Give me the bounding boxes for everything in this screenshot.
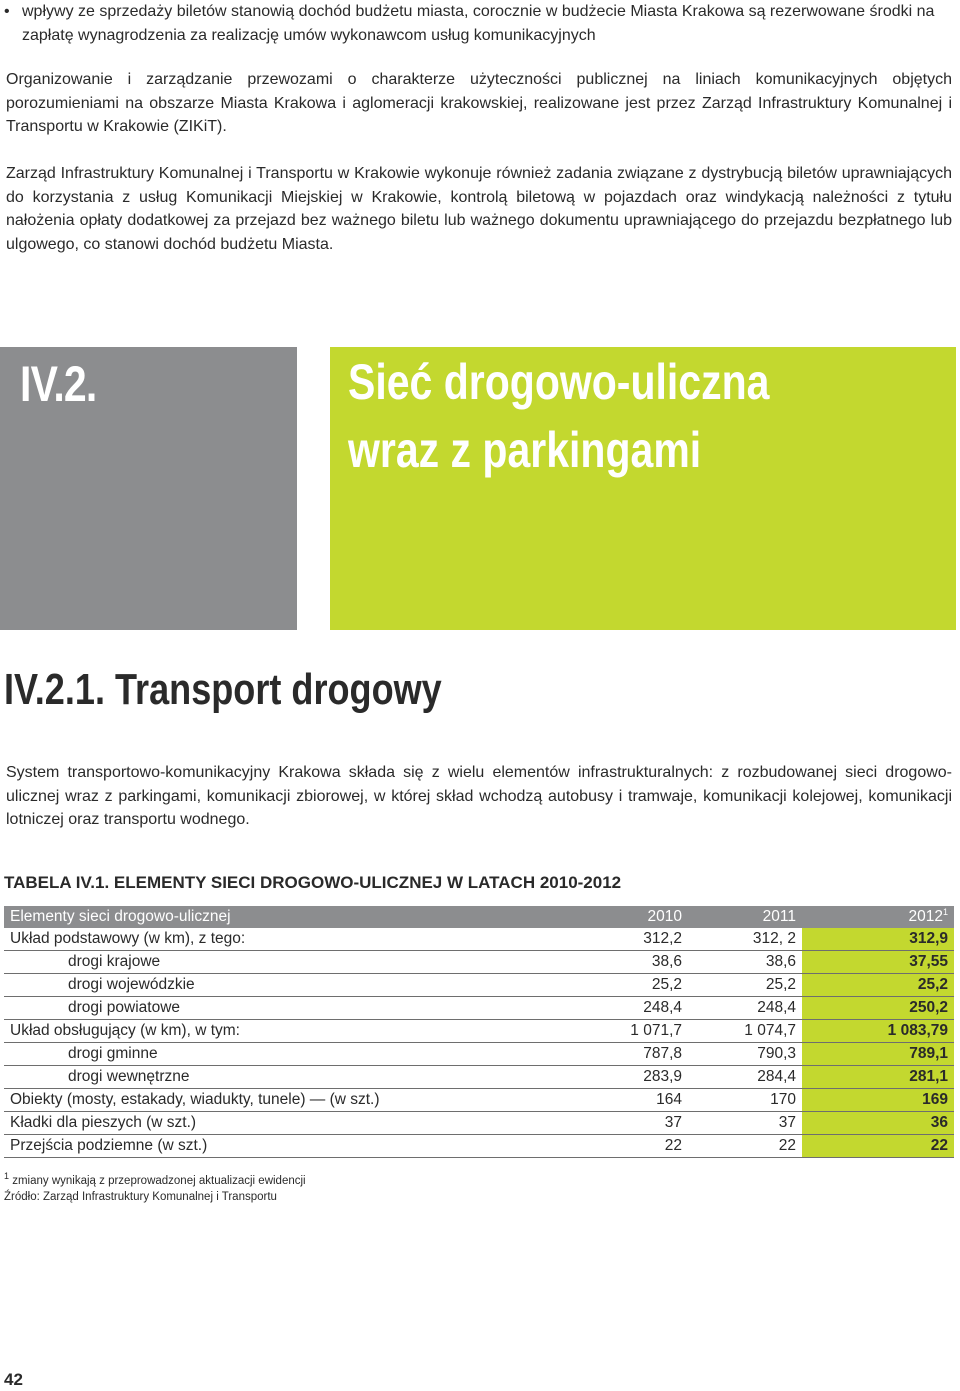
cell-2010: 38,6	[574, 951, 688, 974]
header-year-2012: 2012$^1$	[802, 906, 954, 928]
table-row	[4, 1043, 954, 1066]
cell-2011: 790,3	[688, 1043, 802, 1066]
cell-2010: 787,8	[574, 1043, 688, 1066]
cell-2012: 250,2	[802, 997, 954, 1020]
road-network-table	[4, 906, 954, 1158]
row-label: Układ podstawowy (w km), z tego:	[4, 928, 574, 951]
cell-2011: 22	[688, 1135, 802, 1158]
bullet-icon: •	[4, 3, 10, 20]
cell-2012: 281,1	[802, 1066, 954, 1089]
section-number-box	[0, 347, 297, 630]
cell-2012: 1 083,79	[802, 1020, 954, 1043]
cell-2010: 164	[574, 1089, 688, 1112]
cell-2011: 37	[688, 1112, 802, 1135]
table-caption: TABELA IV.1. ELEMENTY SIECI DROGOWO-ULICZNEJ W LATACH 2010-2012	[4, 873, 622, 892]
cell-2012: 36	[802, 1112, 954, 1135]
table-header-row	[4, 906, 954, 928]
section-title-line-1: Sieć drogowo-uliczna	[348, 354, 770, 410]
cell-2010: 22	[574, 1135, 688, 1158]
footnote-marker: 1	[4, 1171, 10, 1182]
cell-2010: 312,2	[574, 928, 688, 951]
cell-2011: 284,4	[688, 1066, 802, 1089]
header-label: Elementy sieci drogowo-ulicznej	[4, 906, 574, 928]
cell-2012: 169	[802, 1089, 954, 1112]
cell-2011: 25,2	[688, 974, 802, 997]
bullet-item	[4, 0, 954, 47]
footnote-text: zmiany wynikają z przeprowadzonej aktualizacji ewidencji	[9, 1175, 306, 1187]
page-number: 42	[4, 1370, 23, 1389]
row-label: Przejścia podziemne (w szt.)	[4, 1135, 574, 1158]
cell-2010: 1 071,7	[574, 1020, 688, 1043]
section-title-line-2: wraz z parkingami	[348, 422, 702, 478]
section-title-box	[330, 347, 956, 630]
table-footnote	[4, 1171, 306, 1187]
row-label: drogi wewnętrzne	[4, 1066, 574, 1089]
table-row	[4, 974, 954, 997]
cell-2012: 789,1	[802, 1043, 954, 1066]
cell-2012: 22	[802, 1135, 954, 1158]
intro-paragraph-2: Zarząd Infrastruktury Komunalnej i Transportu w Krakowie wykonuje również zadania związane z dystrybucją biletów uprawniających do korzystania z usług Komunikacji Miejskiej w Krakowie, kontrolą biletową w pojazdach oraz windykacją należności z tytułu nałożenia opłaty dodatkowej za przejazd bez ważnego biletu lub ważnego dokumentu uprawniającego do przejazdu bezpłatnego lub ulgowego, co stanowi dochód budżetu Miasta.	[6, 165, 952, 253]
cell-2011: 248,4	[688, 997, 802, 1020]
table-row	[4, 1135, 954, 1158]
table-row	[4, 1089, 954, 1112]
cell-2011: 170	[688, 1089, 802, 1112]
subsection-title: IV.2.1. Transport drogowy	[4, 665, 442, 714]
cell-2010: 248,4	[574, 997, 688, 1020]
row-label: Układ obsługujący (w km), w tym:	[4, 1020, 574, 1043]
subsection-paragraph: System transportowo-komunikacyjny Krakowa składa się z wielu elementów infrastrukturalnych: z rozbudowanej sieci drogowo-ulicznej wraz z parkingami, komunikacji zbiorowej, w której skład wchodzą autobusy i tramwaje, komunikacji kolejowej, komunikacji lotniczej oraz transportu wodnego.	[6, 764, 952, 828]
row-label: drogi krajowe	[4, 951, 574, 974]
row-label: Kładki dla pieszych (w szt.)	[4, 1112, 574, 1135]
cell-2010: 25,2	[574, 974, 688, 997]
cell-2010: 37	[574, 1112, 688, 1135]
header-year-2011: 2011	[688, 906, 802, 928]
section-number: IV.2.	[20, 356, 97, 412]
cell-2012: 37,55	[802, 951, 954, 974]
cell-2010: 283,9	[574, 1066, 688, 1089]
cell-2012: 312,9	[802, 928, 954, 951]
table-row	[4, 1020, 954, 1043]
cell-2011: 312, 2	[688, 928, 802, 951]
row-label: drogi powiatowe	[4, 997, 574, 1020]
header-footnote-marker: 1	[942, 906, 948, 917]
cell-2011: 1 074,7	[688, 1020, 802, 1043]
table-source: Źródło: Zarząd Infrastruktury Komunalnej i Transportu	[4, 1191, 277, 1203]
bullet-text: wpływy ze sprzedaży biletów stanowią dochód budżetu miasta, corocznie w budżecie Miasta Krakowa są rezerwowane środki na zapłatę wynagrodzenia za realizację umów wykonawcom usług komunikacyjnych	[22, 3, 935, 44]
row-label: Obiekty (mosty, estakady, wiadukty, tunele) — (w szt.)	[4, 1089, 574, 1112]
cell-2011: 38,6	[688, 951, 802, 974]
table-row	[4, 1112, 954, 1135]
header-year-2010: 2010	[574, 906, 688, 928]
cell-2012: 25,2	[802, 974, 954, 997]
row-label: drogi gminne	[4, 1043, 574, 1066]
row-label: drogi wojewódzkie	[4, 974, 574, 997]
table-row	[4, 951, 954, 974]
table-row	[4, 928, 954, 951]
table-row	[4, 1066, 954, 1089]
intro-paragraph-1: Organizowanie i zarządzanie przewozami o charakterze użyteczności publicznej na liniach komunikacyjnych objętych porozumieniami na obszarze Miasta Krakowa i aglomeracji krakowskiej, realizowane jest przez Zarząd Infrastruktury Komunalnej i Transportu w Krakowie (ZIKiT).	[6, 71, 952, 135]
table-row	[4, 997, 954, 1020]
